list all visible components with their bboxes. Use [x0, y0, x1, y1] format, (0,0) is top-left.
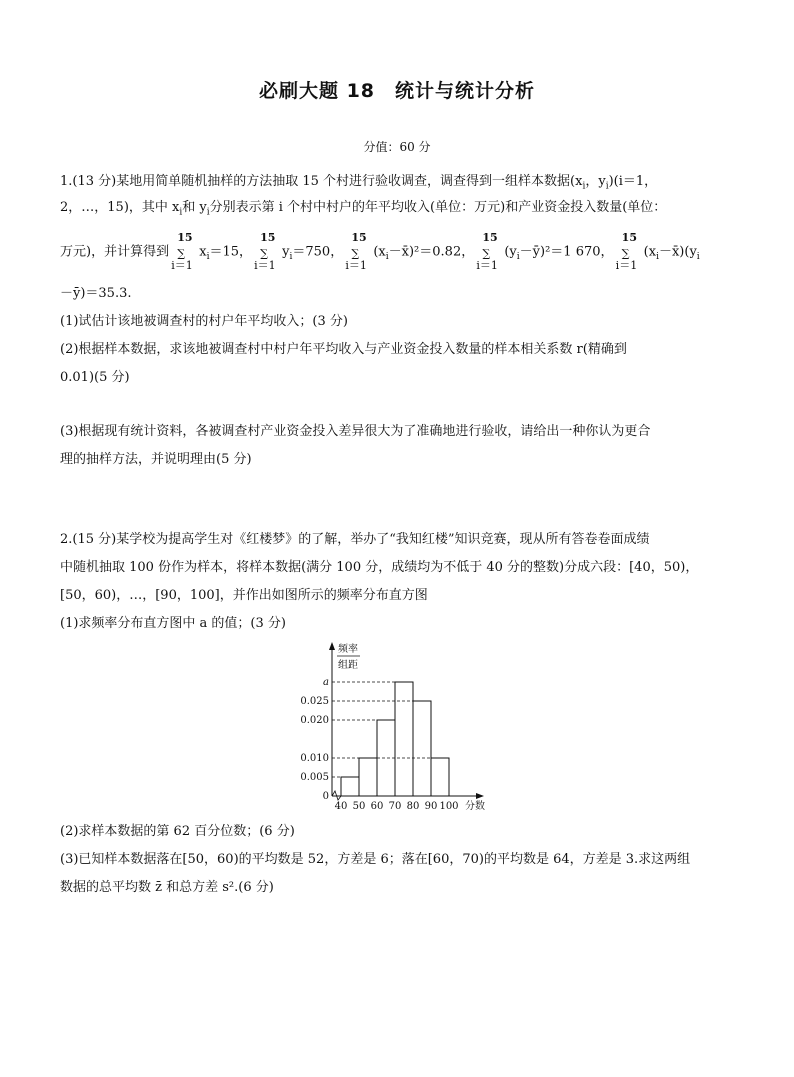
q2-part-1: (1)求频率分布直方图中 a 的值；(3 分) [60, 616, 286, 631]
y-tick-label: 0.005 [300, 772, 329, 783]
y-tick-label: a [323, 677, 329, 688]
q1-part-2a: (2)根据样本数据，求该地被调查村中村户年平均收入与产业资金投入数量的样本相关系数 r(精确到 [60, 342, 627, 357]
y-axis-arrow [329, 642, 335, 650]
x-axis-arrow [476, 793, 484, 799]
histogram-bar [431, 758, 449, 796]
q2-part-3a: (3)已知样本数据落在[50，60)的平均数是 52，方差是 6；落在[60，70)的平均数是 64，方差是 3.求这两组 [60, 852, 691, 867]
score-label: 分值：60 分 [363, 140, 431, 154]
x-axis-label: 分数 [465, 801, 485, 812]
q1-part-3b: 理的抽样方法，并说明理由(5 分) [60, 452, 252, 467]
sum-symbol: 15 ∑ i＝1 [476, 231, 498, 272]
x-tick-label: 40 [334, 801, 348, 812]
x-tick-label: 80 [406, 801, 420, 812]
sum-symbol: 15 ∑ i＝1 [345, 231, 367, 272]
y-tick-label: 0.010 [300, 753, 329, 764]
sum-symbol: 15 ∑ i＝1 [254, 231, 276, 272]
q1-line-1: 1.(13 分)某地用简单随机抽样的方法抽取 15 个村进行验收调查，调查得到一组样本数据($x_i$，$y_i)(i=1$， [60, 174, 658, 192]
y-axis-label-bottom: 组距 [338, 660, 358, 671]
q2-part-3b: 数据的总平均数 z̄ 和总方差 s².(6 分) [60, 880, 274, 895]
y-tick-label: 0.020 [300, 715, 329, 726]
histogram-bar [341, 777, 359, 796]
q1-part-1: (1)试估计该地被调查村的村户年平均收入；(3 分) [60, 314, 348, 329]
q2-line-2: 中随机抽取 100 份作为样本，将样本数据(满分 100 分，成绩均为不低于 40 分的整数)分成六段：[40，50)， [60, 560, 699, 575]
x-tick-label: 90 [424, 801, 438, 812]
q2-part-2: (2)求样本数据的第 62 百分位数；(6 分) [60, 824, 295, 839]
page-title: 必刷大题 18 统计与统计分析 [258, 80, 536, 102]
q1-line-2: 2，…，15)，其中 $x_i$和 $y_i$分别表示第 i 个村中村户的年平均收入(单位：万元)和产业资金投入数量(单位： [60, 200, 667, 218]
sum-symbol: 15 ∑ i＝1 [615, 231, 638, 272]
histogram-bar [359, 758, 377, 796]
frequency-histogram [296, 638, 506, 818]
y-tick-label: 0.025 [300, 696, 329, 707]
q1-part-3a: (3)根据现有统计资料，各被调查村产业资金投入差异很大为了准确地进行验收，请给出一种你认为更合 [60, 424, 651, 439]
x-tick-label: 60 [370, 801, 384, 812]
sum-symbol: 15 ∑ i＝1 [171, 231, 193, 272]
x-tick-label: 70 [388, 801, 402, 812]
q1-line-3: 万元)，并计算得到 15 ∑ i＝1 $x_i=15$， 15 ∑ i＝1 $y_i=750$， 15 ∑ i＝1 $(x_i-x̄)^2=0.82$， 15 ∑ i＝1 $(y_i-ȳ)^2=1$ 670， 15 ∑ i＝1 $(x_i-x̄)(y_i$ [60, 231, 700, 272]
y-axis-label-top: 频率 [338, 644, 358, 655]
histogram-bar [413, 701, 431, 796]
q1-part-2b: 0.01)(5 分) [60, 370, 130, 385]
histogram-bar [395, 682, 413, 796]
q2-line-1: 2.(15 分)某学校为提高学生对《红楼梦》的了解，举办了“我知红楼”知识竞赛，现从所有答卷卷面成绩 [60, 532, 650, 547]
q2-line-3: [50，60)，…，[90，100]，并作出如图所示的频率分布直方图 [60, 588, 428, 603]
q1-line-4: －ȳ)＝35.3. [60, 286, 132, 301]
x-tick-label: 100 [439, 801, 459, 812]
y-tick-label: 0 [322, 791, 329, 802]
x-tick-label: 50 [352, 801, 366, 812]
